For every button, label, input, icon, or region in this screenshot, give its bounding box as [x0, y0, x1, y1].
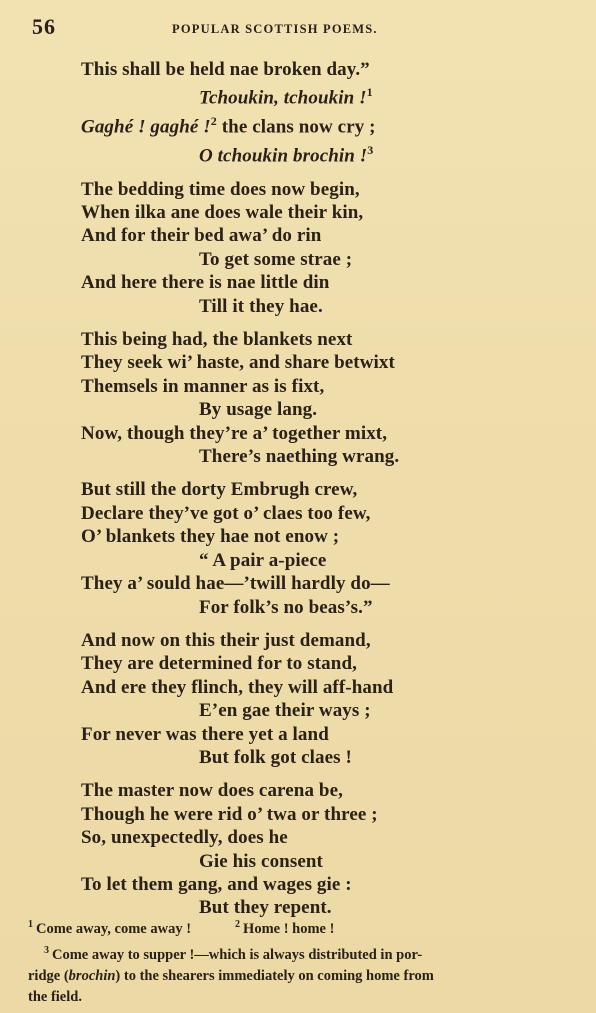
footnote-text: Home ! home !	[243, 920, 335, 937]
poem-line: Gie his consent	[199, 850, 323, 872]
poem-line	[81, 139, 561, 168]
poem-line: So, unexpectedly, does he	[81, 827, 288, 849]
stanza-1	[81, 58, 561, 168]
poem-line: Now, though they’re a’ together mixt,	[81, 422, 388, 444]
footnote-number: 1	[28, 919, 33, 930]
poem-line: By usage lang.	[199, 399, 318, 421]
running-head: POPULAR SCOTTISH POEMS.	[172, 22, 378, 36]
footnote-row	[28, 987, 580, 1008]
poem-line: The master now does carena be,	[81, 780, 343, 802]
stanza-3	[81, 328, 561, 468]
poem-line: To get some strae ;	[199, 248, 353, 270]
stanza-5	[81, 629, 561, 769]
stanza-2	[81, 178, 561, 318]
poem-line: And here there is nae little din	[81, 272, 330, 294]
poem-line: Though he were rid o’ twa or three ;	[81, 803, 378, 825]
poem-line: E’en gae their ways ;	[199, 700, 371, 722]
poem-line: Declare they’ve got o’ claes too few,	[81, 502, 371, 524]
footnote-text: ridge (	[28, 967, 69, 984]
footnote-text: brochin	[68, 967, 116, 984]
footnote-number: 2	[235, 919, 241, 930]
poem-line-text: Gaghé ! gaghé !	[81, 116, 211, 138]
poem-line: They seek wi’ haste, and share betwixt	[81, 352, 395, 374]
page-number: 56	[32, 14, 56, 39]
note-mark: 2	[210, 114, 217, 129]
footnote-row	[28, 914, 580, 940]
page-header	[32, 12, 566, 40]
poem-line: But folk got claes !	[199, 746, 352, 768]
poem-line-text: the clans now cry ;	[216, 116, 376, 138]
footnote-text: Come away to supper !—which is always distributed in por-	[52, 946, 423, 963]
poem-line	[81, 110, 561, 139]
poem-line: They a’ sould hae—’twill hardly do—	[81, 573, 390, 595]
footnote-number: 3	[44, 944, 49, 956]
poem-line: There’s naething wrang.	[199, 446, 400, 468]
footnotes	[28, 914, 580, 1008]
note-mark: 1	[366, 85, 373, 100]
poem	[81, 58, 561, 920]
poem-line: When ilka ane does wale their kin,	[81, 202, 364, 224]
poem-line: And for their bed awa’ do rin	[81, 225, 322, 247]
poem-line: This shall be held nae broken day.”	[81, 59, 370, 80]
poem-line-text: O tchoukin brochin !	[199, 145, 368, 167]
poem-line: But they repent.	[199, 897, 332, 919]
footnote-row	[28, 940, 580, 966]
footnote-row	[28, 966, 580, 987]
poem-line: Till it they hae.	[199, 295, 323, 317]
poem-line: O’ blankets they hae not enow ;	[81, 526, 340, 548]
poem-line: For never was there yet a land	[81, 723, 329, 745]
poem-line: To let them gang, and wages gie :	[81, 873, 352, 895]
poem-line: The bedding time does now begin,	[81, 178, 360, 200]
poem-line: And ere they flinch, they will aff-hand	[81, 676, 394, 698]
note-mark: 3	[367, 142, 374, 157]
poem-line: And now on this their just demand,	[81, 629, 371, 651]
poem-line: For folk’s no beas’s.”	[199, 596, 373, 618]
poem-line: But still the dorty Embrugh crew,	[81, 479, 358, 501]
poem-line: This being had, the blankets next	[81, 329, 353, 351]
poem-line: Themsels in manner as is fixt,	[81, 375, 325, 397]
stanza-4	[81, 478, 561, 618]
poem-line: They are determined for to stand,	[81, 653, 357, 675]
poem-line-text: Tchoukin, tchoukin !	[199, 87, 367, 109]
stanza-6	[81, 779, 561, 919]
footnote-text: the field.	[28, 988, 82, 1005]
poem-line: “ A pair a-piece	[199, 549, 327, 571]
footnote-text: ) to the shearers immediately on coming home from	[115, 967, 434, 984]
footnote-text: Come away, come away !	[36, 920, 192, 937]
poem-line	[81, 81, 561, 110]
